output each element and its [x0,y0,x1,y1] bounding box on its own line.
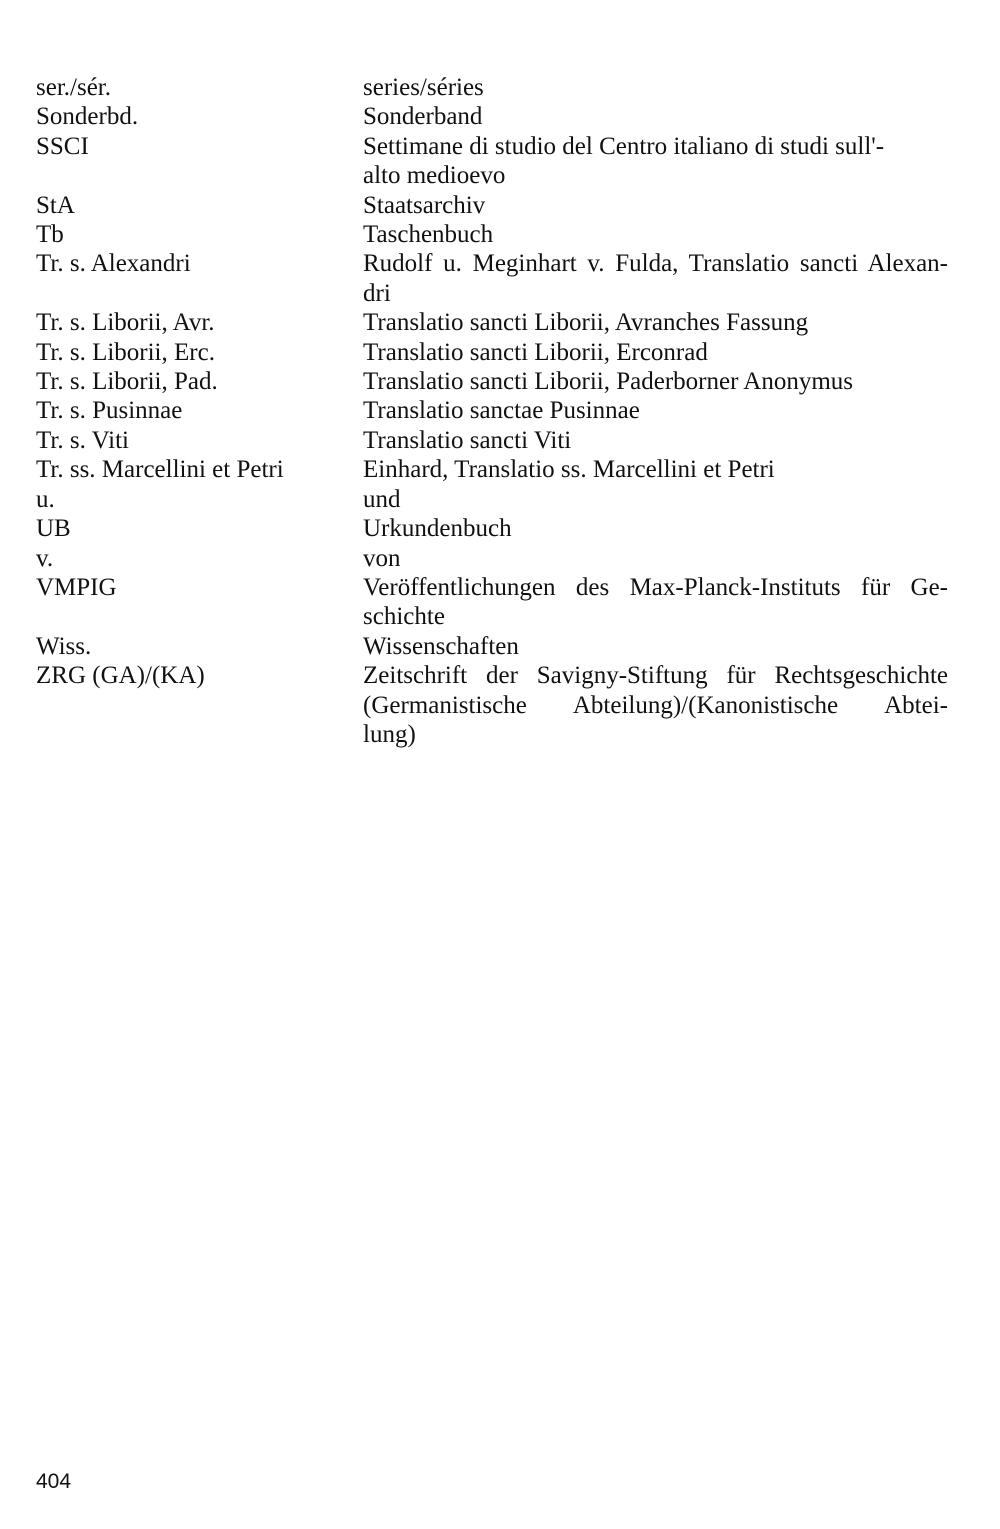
abbreviation-meaning [363,573,948,632]
abbreviation-meaning [363,396,948,425]
abbreviation-meaning [363,338,948,367]
meaning-line: Sonderband [363,103,483,131]
abbreviation-term: Tr. s. Pusinnae [36,397,183,425]
meaning-line: Translatio sancti Liborii, Avranches Fassung [363,309,809,337]
meaning-line: (Germanistische Abteilung)/(Kanonistische Abtei- [363,691,948,719]
abbreviation-meaning [363,455,948,484]
abbreviation-entry [36,514,958,543]
meaning-line: Translatio sancti Viti [363,426,572,454]
abbreviation-term: Tr. s. Liborii, Pad. [36,368,218,396]
meaning-line: Translatio sancti Liborii, Paderborner Anonymus [363,368,853,396]
meaning-line: Taschenbuch [363,221,494,249]
abbreviation-meaning [363,661,948,749]
abbreviation-term: Wiss. [36,632,92,660]
meaning-line: dri [363,279,391,307]
abbreviation-entry [36,661,958,749]
meaning-line: lung) [363,720,416,748]
abbreviation-entry [36,455,958,484]
abbreviation-term: StA [36,191,75,219]
meaning-line: Wissenschaften [363,632,519,660]
abbreviation-entry [36,132,958,191]
abbreviation-entry [36,544,958,573]
abbreviation-term: Sonderbd. [36,103,139,131]
abbreviation-meaning [363,485,948,514]
abbreviation-meaning [363,308,948,337]
meaning-line: von [363,544,401,572]
abbreviation-entry [36,249,958,308]
abbreviation-term: SSCI [36,132,89,160]
abbreviation-term: ser./sér. [36,74,111,101]
abbreviation-entry [36,102,958,131]
meaning-line: Staatsarchiv [363,191,486,219]
abbreviation-term: Tb [36,221,64,249]
abbreviation-meaning [363,191,948,220]
meaning-line: Translatio sancti Liborii, Erconrad [363,338,708,366]
abbreviation-entry [36,220,958,249]
abbreviation-term: u. [36,485,55,513]
abbreviation-entry [36,308,958,337]
meaning-line: Settimane di studio del Centro italiano di studi sull'- [363,132,885,160]
page-number: 404 [36,1470,72,1493]
meaning-line: Zeitschrift der Savigny-Stiftung für Rechtsgeschichte [363,662,948,690]
abbreviation-entry [36,632,958,661]
abbreviation-meaning [363,249,948,308]
abbreviation-meaning [363,514,948,543]
abbreviation-term: Tr. s. Alexandri [36,250,191,278]
meaning-line: series/séries [363,74,484,101]
abbreviation-meaning [363,632,948,661]
abbreviation-entry [36,573,958,632]
abbreviation-list [36,73,958,749]
meaning-line: und [363,485,401,513]
abbreviation-meaning [363,544,948,573]
meaning-line: alto medioevo [363,162,506,190]
abbreviation-term: Tr. ss. Marcellini et Petri [36,456,284,484]
meaning-line: Rudolf u. Meginhart v. Fulda, Translatio sancti Alexan- [363,250,948,278]
meaning-line: Translatio sanctae Pusinnae [363,397,640,425]
meaning-line: Einhard, Translatio ss. Marcellini et Petri [363,456,775,484]
abbreviation-term: v. [36,544,54,572]
abbreviation-entry [36,73,958,102]
abbreviation-meaning [363,220,948,249]
abbreviation-term: Tr. s. Liborii, Avr. [36,309,215,337]
abbreviation-entry [36,396,958,425]
meaning-line: Urkundenbuch [363,515,512,543]
abbreviation-entry [36,485,958,514]
abbreviation-term: ZRG (GA)/(KA) [36,662,205,690]
abbreviation-entry [36,191,958,220]
abbreviation-term: Tr. s. Viti [36,426,130,454]
abbreviation-meaning [363,367,948,396]
abbreviation-entry [36,426,958,455]
abbreviation-entry [36,367,958,396]
meaning-line: Veröffentlichungen des Max-Planck-Instituts für Ge- [363,573,948,601]
abbreviation-meaning [363,102,948,131]
meaning-line: schichte [363,603,445,631]
abbreviation-term: Tr. s. Liborii, Erc. [36,338,215,366]
abbreviation-term: VMPIG [36,573,117,601]
abbreviation-meaning [363,132,948,191]
abbreviation-meaning [363,73,948,102]
abbreviation-term: UB [36,515,71,543]
abbreviation-meaning [363,426,948,455]
abbreviation-entry [36,338,958,367]
